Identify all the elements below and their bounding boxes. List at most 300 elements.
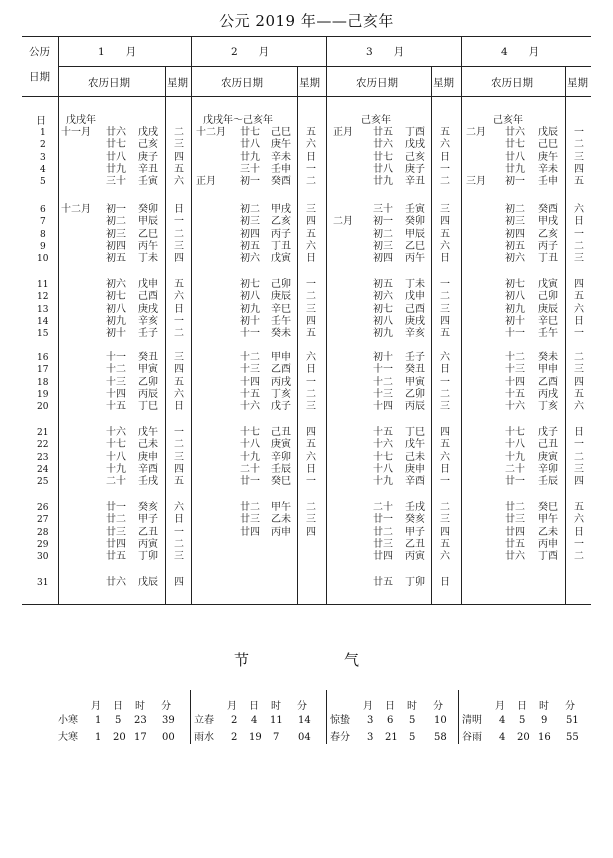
weekday-cell: 四 — [174, 577, 184, 588]
weekday-cell: 六 — [174, 291, 184, 303]
solar-term-value: 39 — [162, 715, 175, 726]
weekday-cell: 二 — [574, 352, 584, 363]
month-header: 4 月 — [501, 46, 540, 58]
weekday-cell: 四 — [574, 376, 584, 388]
ganzhi-day: 壬戌 — [405, 502, 425, 513]
ganzhi-day: 辛未 — [271, 151, 291, 163]
ganzhi-day: 辛亥 — [138, 315, 158, 327]
lunar-day: 初九 — [106, 315, 126, 327]
day-number: 5 — [40, 177, 46, 188]
ganzhi-day: 戊寅 — [271, 253, 291, 265]
lunar-date-header: 农历日期 — [88, 77, 130, 89]
lunar-day: 十一 — [106, 352, 126, 363]
weekday-cell: 二 — [440, 176, 450, 188]
lunar-day: 廿四 — [373, 551, 393, 563]
day-number: 7 — [40, 217, 46, 228]
weekday-cell: 五 — [306, 228, 316, 240]
day-number: 6 — [40, 205, 46, 215]
lunar-day: 初八 — [505, 291, 525, 303]
weekday-cell: 二 — [306, 176, 316, 188]
lunar-day: 初十 — [106, 328, 126, 340]
lunar-day: 廿八 — [240, 139, 260, 151]
solar-term-col-header: 月 — [363, 701, 373, 712]
solar-term-col-header: 分 — [161, 701, 171, 712]
solar-term-value: 14 — [298, 715, 311, 726]
lunar-day: 十三 — [106, 376, 126, 388]
ganzhi-day: 庚子 — [405, 163, 425, 175]
ganzhi-day: 癸未 — [538, 352, 558, 363]
ganzhi-day: 辛丑 — [138, 163, 158, 175]
day-number: 26 — [37, 503, 49, 513]
ganzhi-day: 己巳 — [271, 127, 291, 138]
lunar-day: 廿一 — [106, 502, 126, 513]
lunar-year-label: 戊戌年～己亥年 — [203, 115, 273, 126]
lunar-day: 十九 — [505, 451, 525, 463]
ganzhi-day: 壬子 — [138, 328, 158, 340]
solar-term-col-header: 月 — [495, 701, 505, 712]
weekday-cell: 二 — [174, 127, 184, 138]
ganzhi-day: 乙亥 — [538, 228, 558, 240]
ganzhi-day: 辛巳 — [271, 303, 291, 315]
ganzhi-day: 庚寅 — [271, 439, 291, 451]
lunar-day: 廿九 — [373, 176, 393, 188]
solar-term-value: 5 — [409, 732, 416, 743]
lunar-day: 十二 — [373, 376, 393, 388]
lunar-day: 十五 — [106, 401, 126, 413]
ganzhi-day: 辛巳 — [538, 315, 558, 327]
weekday-cell: 三 — [440, 204, 450, 215]
lunar-day: 廿六 — [373, 139, 393, 151]
month-header: 3 月 — [366, 46, 405, 58]
ganzhi-day: 丁巳 — [405, 427, 425, 438]
ganzhi-day: 壬寅 — [405, 204, 425, 215]
ganzhi-day: 己未 — [405, 451, 425, 463]
day-number: 18 — [37, 377, 49, 388]
day-number: 28 — [37, 527, 49, 538]
ganzhi-day: 癸亥 — [138, 502, 158, 513]
lunar-day: 初二 — [106, 216, 126, 228]
day-number: 31 — [37, 578, 49, 588]
lunar-day: 廿九 — [505, 163, 525, 175]
weekday-cell: 二 — [440, 388, 450, 400]
ganzhi-day: 乙巳 — [405, 240, 425, 252]
lunar-day: 二十 — [240, 463, 260, 475]
lunar-day: 初七 — [373, 303, 393, 315]
ganzhi-day: 己卯 — [271, 279, 291, 290]
day-number: 22 — [37, 440, 49, 451]
lunar-day: 初七 — [505, 279, 525, 290]
lunar-day: 初四 — [505, 228, 525, 240]
lunar-day: 初四 — [106, 240, 126, 252]
weekday-cell: 一 — [440, 163, 450, 175]
ganzhi-day: 戊戌 — [405, 139, 425, 151]
column-divider — [191, 66, 192, 604]
lunar-day: 二十 — [373, 502, 393, 513]
weekday-cell: 四 — [174, 463, 184, 475]
solar-term-value: 17 — [134, 732, 147, 743]
solar-term-value: 7 — [273, 732, 280, 743]
lunar-year-label: 己亥年 — [493, 115, 523, 126]
weekday-cell: 四 — [174, 151, 184, 163]
solar-term-col-header: 月 — [227, 701, 237, 712]
weekday-cell: 日 — [306, 151, 316, 163]
weekday-cell: 五 — [440, 228, 450, 240]
ganzhi-day: 己亥 — [405, 151, 425, 163]
weekday-cell: 五 — [574, 388, 584, 400]
weekday-cell: 一 — [574, 538, 584, 550]
lunar-day: 廿八 — [505, 151, 525, 163]
ganzhi-day: 戊戌 — [138, 127, 158, 138]
weekday-cell: 五 — [440, 127, 450, 138]
solar-term-name: 雨水 — [194, 732, 214, 743]
weekday-cell: 四 — [574, 476, 584, 488]
ganzhi-day: 丁未 — [138, 253, 158, 265]
solar-term-value: 20 — [517, 732, 530, 743]
day-number: 8 — [40, 229, 46, 240]
lunar-day: 十六 — [373, 439, 393, 451]
lunar-day: 初五 — [240, 240, 260, 252]
lunar-day: 二十 — [106, 476, 126, 488]
month-header: 2 月 — [231, 46, 270, 58]
weekday-cell: 一 — [174, 427, 184, 438]
lunar-day: 十七 — [505, 427, 525, 438]
weekday-cell: 五 — [574, 502, 584, 513]
ganzhi-day: 壬申 — [538, 176, 558, 188]
lunar-month-label: 二月 — [466, 127, 486, 138]
weekday-cell: 一 — [440, 279, 450, 290]
lunar-month-label: 三月 — [466, 176, 486, 188]
weekday-cell: 五 — [440, 328, 450, 340]
day-number: 15 — [37, 329, 49, 340]
solar-term-col-header: 日 — [385, 701, 395, 712]
column-divider — [461, 36, 462, 604]
lunar-day: 十七 — [240, 427, 260, 438]
solar-term-col-header: 日 — [113, 701, 123, 712]
ganzhi-day: 辛亥 — [405, 328, 425, 340]
lunar-day: 初二 — [505, 204, 525, 215]
weekday-cell: 一 — [574, 328, 584, 340]
weekday-cell: 日 — [574, 216, 584, 228]
weekday-cell: 三 — [574, 253, 584, 265]
month-header: 1 月 — [98, 46, 137, 58]
lunar-day: 十八 — [106, 451, 126, 463]
lunar-month-label: 二月 — [333, 216, 353, 228]
weekday-cell: 五 — [574, 176, 584, 188]
lunar-day: 初八 — [373, 315, 393, 327]
weekday-cell: 日 — [174, 401, 184, 413]
ganzhi-day: 甲辰 — [405, 228, 425, 240]
weekday-cell: 三 — [306, 303, 316, 315]
lunar-day: 廿五 — [373, 577, 393, 588]
lunar-day: 初三 — [505, 216, 525, 228]
ganzhi-day: 丙午 — [138, 240, 158, 252]
weekday-cell: 三 — [174, 139, 184, 151]
ganzhi-day: 己亥 — [138, 139, 158, 151]
solar-term-name: 惊蛰 — [330, 715, 350, 726]
lunar-day: 初六 — [505, 253, 525, 265]
weekday-cell: 六 — [574, 401, 584, 413]
rule-line — [22, 604, 591, 605]
lunar-day: 廿七 — [505, 139, 525, 151]
weekday-cell: 四 — [174, 364, 184, 376]
lunar-day: 十二 — [106, 364, 126, 376]
lunar-day: 初九 — [505, 303, 525, 315]
weekday-cell: 一 — [174, 216, 184, 228]
day-number: 12 — [37, 292, 49, 303]
weekday-cell: 六 — [306, 240, 316, 252]
weekday-cell: 一 — [306, 476, 316, 488]
lunar-day: 十四 — [373, 401, 393, 413]
weekday-cell: 一 — [574, 127, 584, 138]
ganzhi-day: 乙卯 — [405, 388, 425, 400]
solar-term-value: 16 — [538, 732, 551, 743]
solar-term-col-header: 日 — [249, 701, 259, 712]
solar-term-value: 00 — [162, 732, 175, 743]
weekday-cell: 五 — [306, 127, 316, 138]
ganzhi-day: 甲寅 — [405, 376, 425, 388]
lunar-day: 初四 — [373, 253, 393, 265]
weekday-cell: 三 — [440, 514, 450, 526]
lunar-day: 廿四 — [240, 526, 260, 538]
lunar-day: 初十 — [240, 315, 260, 327]
weekday-cell: 六 — [440, 240, 450, 252]
ganzhi-day: 庚戌 — [138, 303, 158, 315]
lunar-month-label: 十一月 — [61, 127, 91, 138]
weekday-cell: 三 — [574, 364, 584, 376]
ganzhi-day: 辛酉 — [138, 463, 158, 475]
weekday-cell: 六 — [440, 451, 450, 463]
solar-term-name: 谷雨 — [462, 732, 482, 743]
lunar-day: 初一 — [106, 204, 126, 215]
weekday-cell: 二 — [574, 139, 584, 151]
ganzhi-day: 丁酉 — [538, 551, 558, 563]
ganzhi-day: 壬午 — [538, 328, 558, 340]
ganzhi-day: 乙丑 — [138, 526, 158, 538]
rule-line — [22, 36, 591, 37]
column-divider — [58, 36, 59, 604]
day-number: 3 — [40, 152, 46, 163]
weekday-cell: 二 — [306, 291, 316, 303]
weekday-cell: 四 — [440, 315, 450, 327]
solar-term-value: 58 — [434, 732, 447, 743]
solar-term-col-header: 时 — [271, 701, 281, 712]
lunar-day: 初十 — [373, 352, 393, 363]
day-number: 16 — [37, 353, 49, 363]
ganzhi-day: 丙子 — [271, 228, 291, 240]
lunar-date-header: 农历日期 — [221, 77, 263, 89]
ganzhi-day: 丙辰 — [405, 401, 425, 413]
lunar-day: 初九 — [373, 328, 393, 340]
ganzhi-day: 己丑 — [271, 427, 291, 438]
ganzhi-day: 乙酉 — [538, 376, 558, 388]
lunar-month-label: 十二月 — [61, 204, 91, 215]
lunar-month-label: 正月 — [196, 176, 216, 188]
day-number: 29 — [37, 539, 49, 550]
weekday-cell: 一 — [440, 376, 450, 388]
ganzhi-day: 癸丑 — [138, 352, 158, 363]
weekday-cell: 五 — [440, 439, 450, 451]
weekday-cell: 四 — [574, 163, 584, 175]
lunar-day: 初八 — [240, 291, 260, 303]
day-number: 19 — [37, 389, 49, 400]
lunar-day: 廿二 — [106, 514, 126, 526]
lunar-day: 十五 — [505, 388, 525, 400]
day-number: 13 — [37, 304, 49, 315]
solar-term-value: 6 — [387, 715, 394, 726]
lunar-day: 初十 — [505, 315, 525, 327]
weekday-cell: 一 — [174, 526, 184, 538]
ganzhi-day: 癸酉 — [271, 176, 291, 188]
weekday-header: 星期 — [433, 77, 454, 89]
solar-term-name: 立春 — [194, 715, 214, 726]
lunar-day: 廿六 — [505, 127, 525, 138]
lunar-day: 初四 — [240, 228, 260, 240]
lunar-day: 十三 — [240, 364, 260, 376]
day-number: 11 — [37, 280, 49, 290]
lunar-day: 廿四 — [505, 526, 525, 538]
weekday-cell: 五 — [174, 279, 184, 290]
lunar-day: 十六 — [240, 401, 260, 413]
day-number: 24 — [37, 464, 49, 475]
column-divider — [326, 690, 327, 744]
lunar-day: 廿八 — [373, 163, 393, 175]
weekday-cell: 四 — [306, 427, 316, 438]
ganzhi-day: 癸巳 — [271, 476, 291, 488]
day-number: 21 — [37, 428, 49, 438]
ganzhi-day: 庚子 — [138, 151, 158, 163]
day-number: 4 — [40, 164, 46, 175]
lunar-day: 十二 — [240, 352, 260, 363]
weekday-cell: 三 — [440, 401, 450, 413]
lunar-day: 廿一 — [373, 514, 393, 526]
solar-term-value: 23 — [134, 715, 147, 726]
weekday-cell: 四 — [440, 216, 450, 228]
weekday-cell: 二 — [306, 388, 316, 400]
lunar-date-header: 农历日期 — [491, 77, 533, 89]
weekday-cell: 三 — [306, 514, 316, 526]
ganzhi-day: 壬戌 — [138, 476, 158, 488]
lunar-day: 十四 — [505, 376, 525, 388]
solar-term-value: 5 — [409, 715, 416, 726]
weekday-cell: 三 — [440, 303, 450, 315]
weekday-cell: 四 — [440, 526, 450, 538]
lunar-day: 十四 — [240, 376, 260, 388]
weekday-cell: 日 — [306, 463, 316, 475]
solar-col-header-2: 日期 — [29, 71, 50, 83]
lunar-day: 廿二 — [505, 502, 525, 513]
ganzhi-day: 乙丑 — [405, 538, 425, 550]
lunar-day: 初二 — [240, 204, 260, 215]
ganzhi-day: 戊寅 — [538, 279, 558, 290]
lunar-day: 廿二 — [373, 526, 393, 538]
ganzhi-day: 壬午 — [271, 315, 291, 327]
day-number: 25 — [37, 477, 49, 488]
ganzhi-day: 甲午 — [538, 514, 558, 526]
weekday-cell: 一 — [574, 228, 584, 240]
day-number: 23 — [37, 452, 49, 463]
weekday-cell: 日 — [174, 303, 184, 315]
weekday-cell: 三 — [174, 451, 184, 463]
column-divider — [431, 66, 432, 604]
ganzhi-day: 辛卯 — [538, 463, 558, 475]
lunar-day: 十五 — [240, 388, 260, 400]
ganzhi-day: 癸卯 — [138, 204, 158, 215]
weekday-cell: 一 — [306, 279, 316, 290]
weekday-cell: 一 — [174, 315, 184, 327]
lunar-day: 廿六 — [106, 127, 126, 138]
weekday-cell: 四 — [174, 253, 184, 265]
ganzhi-day: 丙寅 — [405, 551, 425, 563]
ganzhi-day: 壬辰 — [271, 463, 291, 475]
ganzhi-day: 戊辰 — [138, 577, 158, 588]
ganzhi-day: 丁未 — [405, 279, 425, 290]
day-number: 17 — [37, 365, 49, 376]
weekday-cell: 日 — [174, 204, 184, 215]
solar-term-col-header: 分 — [565, 701, 575, 712]
lunar-day: 十七 — [106, 439, 126, 451]
lunar-day: 廿一 — [505, 476, 525, 488]
lunar-day: 十五 — [373, 427, 393, 438]
ganzhi-day: 乙酉 — [271, 364, 291, 376]
ganzhi-day: 丙申 — [538, 538, 558, 550]
lunar-day: 廿五 — [373, 127, 393, 138]
ganzhi-day: 癸卯 — [405, 216, 425, 228]
ganzhi-day: 癸未 — [271, 328, 291, 340]
lunar-day: 廿八 — [106, 151, 126, 163]
ganzhi-day: 丁卯 — [405, 577, 425, 588]
weekday-cell: 一 — [306, 376, 316, 388]
weekday-cell: 日 — [306, 253, 316, 265]
ganzhi-day: 丁丑 — [271, 240, 291, 252]
column-divider — [190, 690, 191, 744]
weekday-cell: 六 — [574, 514, 584, 526]
ganzhi-day: 丁卯 — [138, 551, 158, 563]
solar-term-value: 4 — [499, 715, 506, 726]
weekday-cell: 二 — [440, 502, 450, 513]
day-number: 2 — [40, 140, 46, 151]
ganzhi-day: 乙卯 — [138, 376, 158, 388]
lunar-day: 十三 — [373, 388, 393, 400]
lunar-day: 初六 — [106, 279, 126, 290]
ganzhi-day: 辛酉 — [405, 476, 425, 488]
weekday-cell: 日 — [440, 577, 450, 588]
solar-term-col-header: 日 — [517, 701, 527, 712]
ganzhi-day: 庚午 — [538, 151, 558, 163]
weekday-cell: 五 — [306, 439, 316, 451]
ganzhi-day: 丁丑 — [538, 253, 558, 265]
ganzhi-day: 乙未 — [538, 526, 558, 538]
weekday-cell: 六 — [574, 204, 584, 215]
lunar-day: 廿一 — [240, 476, 260, 488]
weekday-cell: 三 — [306, 401, 316, 413]
lunar-day: 初九 — [240, 303, 260, 315]
weekday-cell: 日 — [440, 463, 450, 475]
weekday-cell: 二 — [174, 439, 184, 451]
weekday-cell: 日 — [440, 364, 450, 376]
day-number: 10 — [37, 254, 49, 265]
ganzhi-day: 癸巳 — [538, 502, 558, 513]
day-number: 14 — [37, 316, 49, 327]
ganzhi-day: 戊辰 — [538, 127, 558, 138]
ganzhi-day: 庚戌 — [405, 315, 425, 327]
weekday-cell: 日 — [174, 514, 184, 526]
ganzhi-day: 己未 — [138, 439, 158, 451]
ganzhi-day: 戊申 — [405, 291, 425, 303]
weekday-header: 星期 — [167, 77, 188, 89]
lunar-day: 初一 — [240, 176, 260, 188]
lunar-day: 十四 — [106, 388, 126, 400]
weekday-cell: 四 — [574, 279, 584, 290]
